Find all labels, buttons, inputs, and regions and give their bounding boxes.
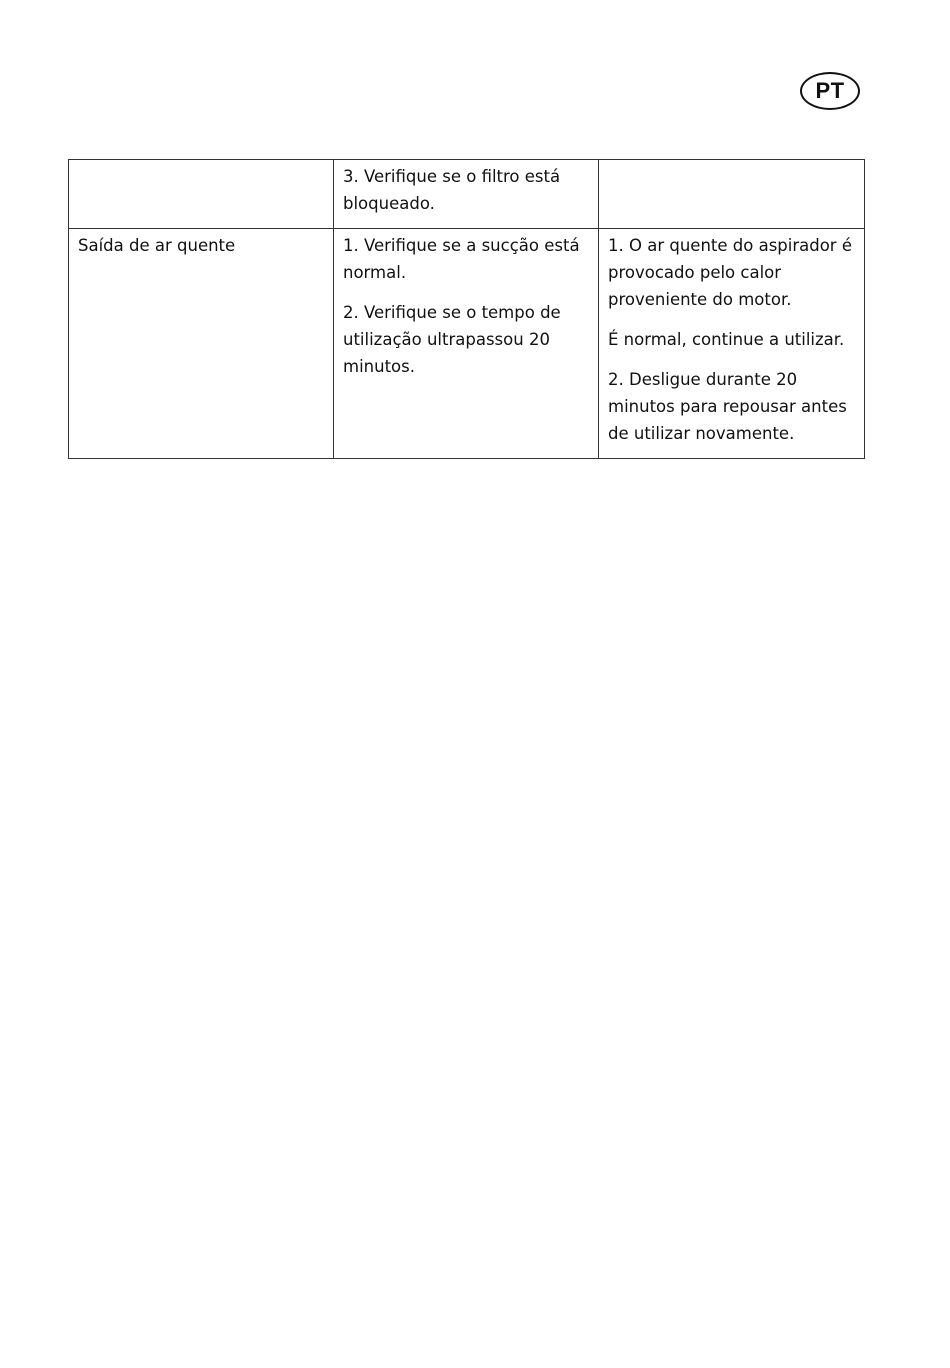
solution-item: 1. O ar quente do aspirador é provocado pelo calor proveniente do motor. — [608, 236, 852, 309]
table-row — [69, 229, 865, 459]
check-cell — [334, 160, 599, 229]
check-item: 1. Verifique se a sucção está normal. — [343, 236, 580, 282]
solution-item: É normal, continue a utilizar. — [608, 330, 845, 349]
language-badge: PT — [800, 72, 860, 110]
check-cell — [334, 229, 599, 459]
problem-cell: Saída de ar quente — [69, 229, 334, 459]
solution-item: 2. Desligue durante 20 minutos para repousar antes de utilizar novamente. — [608, 370, 847, 443]
check-item: 2. Verifique se o tempo de utilização ultrapassou 20 minutos. — [343, 303, 561, 376]
table-row — [69, 160, 865, 229]
check-item: 3. Verifique se o filtro está bloqueado. — [343, 167, 561, 213]
troubleshooting-table — [68, 159, 865, 459]
problem-cell — [69, 160, 334, 229]
solution-cell — [599, 160, 865, 229]
solution-cell — [599, 229, 865, 459]
